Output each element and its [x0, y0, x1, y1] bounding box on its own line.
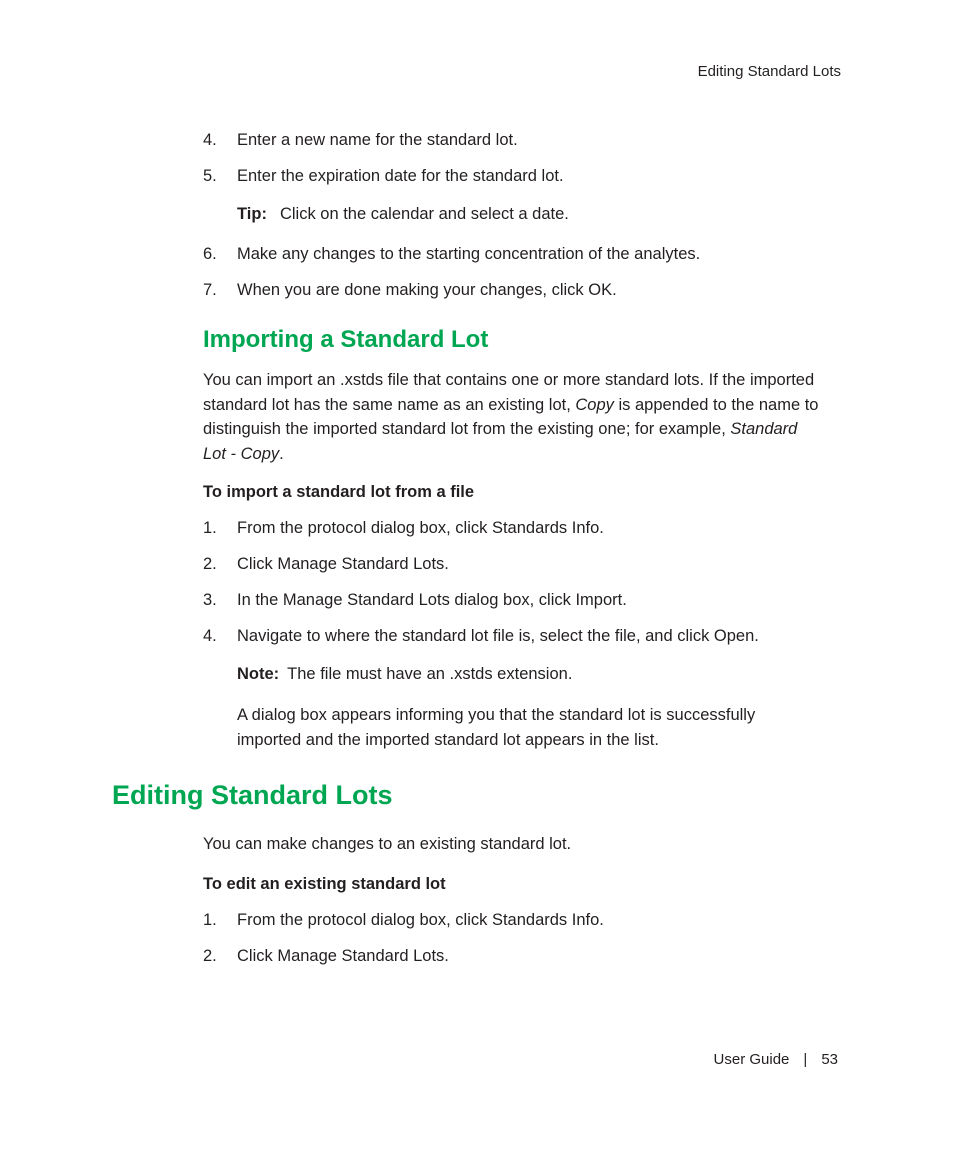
- step-number: 1.: [203, 519, 217, 537]
- step-text: Enter a new name for the standard lot.: [237, 131, 518, 149]
- note-text: The file must have an .xstds extension.: [287, 665, 573, 683]
- footer-guide-title: User Guide: [713, 1051, 790, 1068]
- running-header: Editing Standard Lots: [697, 63, 841, 80]
- step-number: 1.: [203, 911, 217, 929]
- step-text: From the protocol dialog box, click Standards Info.: [237, 911, 604, 929]
- edit-intro-paragraph: You can make changes to an existing standard lot.: [203, 835, 572, 853]
- step-text: Navigate to where the standard lot file is, select the file, and click Open.: [237, 627, 759, 645]
- step-number: 5.: [203, 167, 217, 185]
- footer-separator: |: [803, 1051, 808, 1068]
- step-text: From the protocol dialog box, click Standards Info.: [237, 519, 604, 537]
- section-heading-import: Importing a Standard Lot: [203, 326, 489, 353]
- note-callout: [237, 662, 572, 686]
- step-text: When you are done making your changes, click OK.: [237, 281, 617, 299]
- note-label: Note:: [237, 665, 280, 683]
- import-intro-paragraph: [203, 368, 843, 466]
- step-number: 7.: [203, 281, 217, 299]
- intro-line: distinguish the imported standard lot from the existing one; for example, Standard: [203, 420, 798, 438]
- intro-line: standard lot has the same name as an existing lot, Copy is appended to the name to: [203, 395, 819, 414]
- page-number: 53: [821, 1051, 838, 1068]
- step-text: Make any changes to the starting concentration of the analytes.: [237, 245, 701, 263]
- procedure-title-edit: To edit an existing standard lot: [203, 875, 446, 893]
- intro-line: Lot - Copy.: [203, 444, 284, 463]
- tip-label: Tip:: [237, 205, 267, 223]
- tip-callout: [237, 202, 569, 226]
- step-text: Click Manage Standard Lots.: [237, 947, 449, 965]
- step-text: In the Manage Standard Lots dialog box, click Import.: [237, 591, 627, 609]
- result-line: A dialog box appears informing you that the standard lot is successfully: [237, 706, 756, 724]
- import-result-paragraph: [237, 703, 877, 752]
- result-line: imported and the imported standard lot appears in the list.: [237, 730, 659, 749]
- step-number: 3.: [203, 591, 217, 609]
- step-text: Enter the expiration date for the standard lot.: [237, 167, 564, 185]
- intro-line: You can import an .xstds file that contains one or more standard lots. If the imported: [203, 371, 815, 389]
- step-number: 4.: [203, 627, 217, 645]
- step-number: 2.: [203, 947, 217, 965]
- step-number: 6.: [203, 245, 217, 263]
- section-heading-edit: Editing Standard Lots: [112, 780, 393, 810]
- procedure-title-import: To import a standard lot from a file: [203, 483, 475, 501]
- step-number: 2.: [203, 555, 217, 573]
- step-number: 4.: [203, 131, 217, 149]
- page-footer: [714, 1051, 838, 1068]
- step-text: Click Manage Standard Lots.: [237, 555, 449, 573]
- tip-text: Click on the calendar and select a date.: [279, 205, 569, 223]
